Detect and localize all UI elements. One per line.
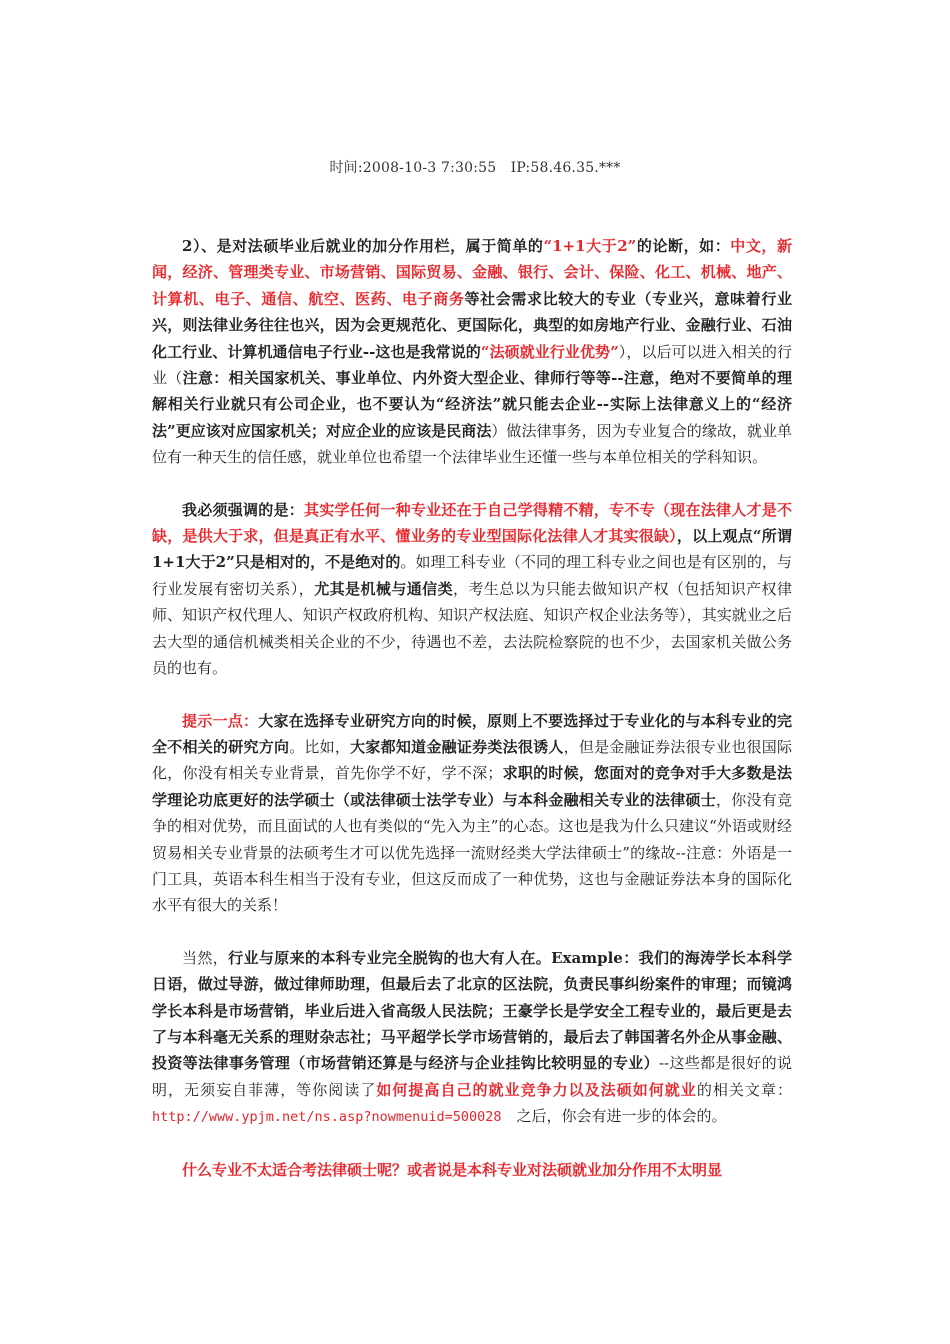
bold-text: 等社会需求比较大的专业（专业兴，意味着行业兴，则法律业务往往也兴，因为会更规范化、更国际化，典型的如房地产行业、金融行业、石油化工行业、计算机通信电子行业--这也是我常说的	[152, 289, 792, 361]
para-1	[152, 233, 792, 471]
highlight-text: 其实学任何一种专业还在于自己学得精不精，专不专（现在法律人才是不缺，是供大于求，但是真正有水平、懂业务的专业型国际化法律人才其实很缺）	[152, 500, 792, 546]
body-text: ，但是金融证券法很专业也很国际化，你没有相关专业背景，首先你学不好，学不深；	[152, 737, 792, 783]
bold-text: 大家都知道金融证券类法很诱人	[350, 737, 564, 756]
bold-text: ，以上观点“所谓1+1大于2”只是相对的，不是绝对的	[152, 527, 792, 572]
article-body	[152, 233, 792, 1209]
bold-text: 2）、是对法硕毕业后就业的加分作用栏，属于简单的	[182, 237, 544, 255]
bold-text: 大家在选择专业研究方向的时候，原则上不要选择过于专业化的与本科专业的完全不相关的研究方向	[152, 711, 792, 756]
body-text: ）做法律事务，因为专业复合的缘故，就业单位有一种天生的信任感，就业单位也希望一个法律毕业生还懂一些与本单位相关的学科知识。	[152, 421, 792, 467]
highlight-text: 如何提高自己的就业竞争力以及法硕如何就业	[376, 1080, 697, 1099]
article-link[interactable]: http://www.ypjm.net/ns.asp?nowmenuid=500028	[152, 1109, 502, 1126]
post-meta-line: 时间:2008-10-3 7:30:55 IP:58.46.35.***	[329, 160, 621, 176]
body-text: ），以后可以进入相关的行业（	[152, 342, 792, 388]
bold-text: 的论断，如：	[636, 237, 731, 255]
highlight-text: 中文，新闻，经济、管理类专业、市场营销、国际贸易、金融、银行、会计、保险、化工、机械、地产、计算机、电子、通信、航空、医药、电子商务	[152, 237, 792, 308]
highlight-text: 什么专业不太适合考法律硕士呢？或者说是本科专业对法硕就业加分作用不太明显	[182, 1160, 723, 1179]
para-2	[152, 497, 792, 682]
bold-text: 求职的时候，您面对的竞争对手大多数是法学理论功底更好的法学硕士（或法律硕士法学专业）与本科金融相关专业的法律硕士	[152, 764, 792, 809]
body-text: 。如理工科专业（不同的理工科专业之间也是有区别的，与行业发展有密切关系），	[152, 553, 792, 598]
body-text: 之后，你会有进一步的体会的。	[501, 1107, 727, 1126]
body-text: 当然，	[182, 948, 229, 967]
body-text: 。比如，	[289, 737, 351, 756]
highlight-text: “法硕就业行业优势”	[480, 342, 619, 361]
bold-text: 我必须强调的是：	[182, 500, 305, 519]
para-5	[152, 1157, 792, 1183]
highlight-text: 提示一点：	[182, 711, 259, 730]
bold-text: 注意：相关国家机关、事业单位、内外资大型企业、律师行等等--注意，绝对不要简单的理解相关行业就只有公司企业，也不要认为“经济法”就只能去企业--实际上法律意义上的“经济法”更应该对应国家机关；对应企业的应该是民商法	[152, 369, 792, 440]
body-text: 的相关文章：	[696, 1080, 792, 1099]
body-text: ，考生总以为只能去做知识产权（包括知识产权律师、知识产权代理人、知识产权政府机构、知识产权法庭、知识产权企业法务等），其实就业之后去大型的通信机械类相关企业的不少，待遇也不差，去法院检察院的也不少，去国家机关做公务员的也有。	[152, 579, 792, 678]
bold-text: 行业与原来的本科专业完全脱钩的也大有人在。Example：我们的海涛学长本科学日语，做过导游，做过律师助理，但最后去了北京的区法院，负责民事纠纷案件的审理；而镜鸿学长本科是市场营销，毕业后进入省高级人民法院；王豪学长是学安全工程专业的，最后更是去了与本科毫无关系的理财杂志社；马平超学长学市场营销的，最后去了韩国著名外企从事金融、投资等法律事务管理（市场营销还算是与经济与企业挂钩比较明显的专业）	[152, 948, 792, 1073]
body-text: ，你没有竞争的相对优势，而且面试的人也有类似的“先入为主”的心态。这也是我为什么只建议“外语或财经贸易相关专业背景的法硕考生才可以优先选择一流财经类大学法律硕士”的缘故--注意：外语是一门工具，英语本科生相当于没有专业，但这反而成了一种优势，这也与金融证券法本身的国际化水平有很大的关系！	[152, 790, 792, 915]
para-4	[152, 945, 792, 1131]
para-3	[152, 708, 792, 919]
highlight-text: “1+1大于2”	[543, 237, 637, 255]
body-text: --这些都是很好的说明，无须妄自菲薄，等你阅读了	[152, 1054, 792, 1099]
bold-text: 尤其是机械与通信类	[314, 579, 454, 598]
